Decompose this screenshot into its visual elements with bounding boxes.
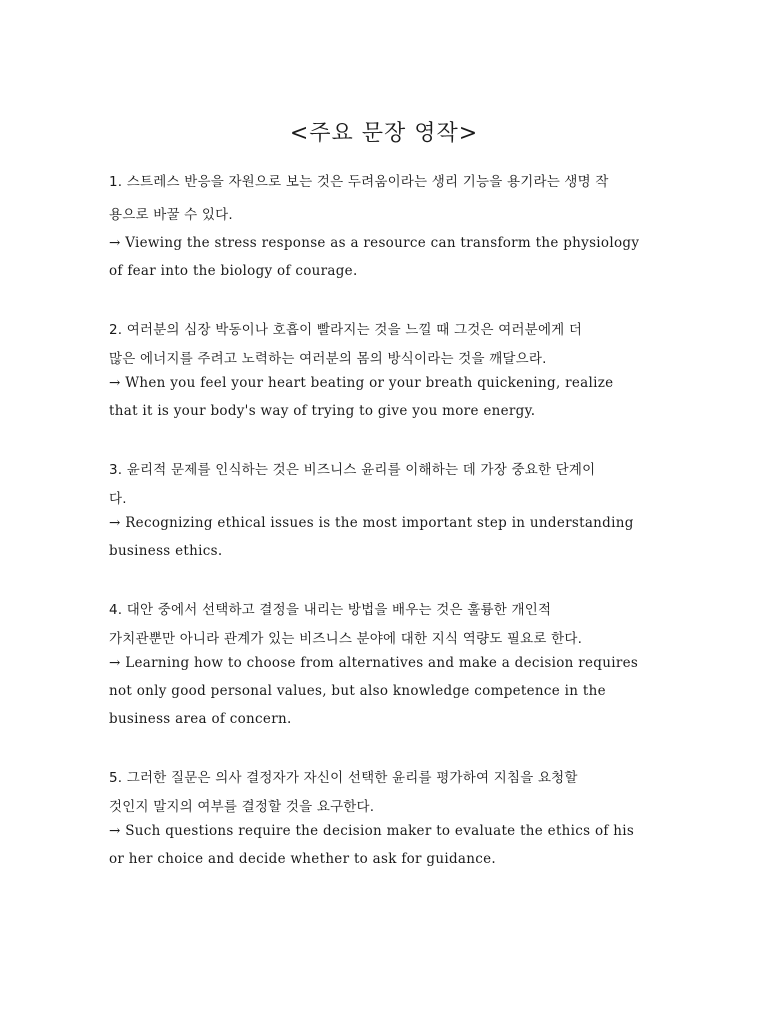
sentence-5-english-line-1: → Such questions require the decision maker to evaluate the ethics of his xyxy=(109,823,635,839)
sentence-1-english-line-2: of fear into the biology of courage. xyxy=(109,263,358,279)
sentence-5-english-line-2: or her choice and decide whether to ask for guidance. xyxy=(109,851,496,867)
sentence-1-korean-line-2: 용으로 바꿀 수 있다. xyxy=(109,207,233,223)
page-title: <주요 문장 영작> xyxy=(289,121,479,146)
sentence-2-korean-line-2: 많은 에너지를 주려고 노력하는 여러분의 몸의 방식이라는 것을 깨달으라. xyxy=(109,351,547,367)
sentence-1-english-line-1: → Viewing the stress response as a resource can transform the physiology xyxy=(109,235,640,251)
sentence-3-korean-line-1: 3. 윤리적 문제를 인식하는 것은 비즈니스 윤리를 이해하는 데 가장 중요한 단계이 xyxy=(109,462,596,478)
sentence-2-english-line-2: that it is your body's way of trying to give you more energy. xyxy=(109,403,536,419)
sentence-3-english-line-2: business ethics. xyxy=(109,543,223,559)
sentence-1-korean-line-1: 1. 스트레스 반응을 자원으로 보는 것은 두려움이라는 생리 기능을 용기라는 생명 작 xyxy=(109,174,609,190)
sentence-2-english-line-1: → When you feel your heart beating or your breath quickening, realize xyxy=(109,375,614,391)
sentence-4-english-line-1: → Learning how to choose from alternatives and make a decision requires xyxy=(109,655,639,671)
sentence-3-english-line-1: → Recognizing ethical issues is the most important step in understanding xyxy=(109,515,634,531)
sentence-3-korean-line-2: 다. xyxy=(109,491,127,507)
sentence-4-english-line-2: not only good personal values, but also knowledge competence in the xyxy=(109,683,606,699)
sentence-4-english-line-3: business area of concern. xyxy=(109,711,292,727)
sentence-5-korean-line-1: 5. 그러한 질문은 의사 결정자가 자신이 선택한 윤리를 평가하여 지침을 요청할 xyxy=(109,770,578,786)
sentence-5-korean-line-2: 것인지 말지의 여부를 결정할 것을 요구한다. xyxy=(109,799,375,815)
sentence-2-korean-line-1: 2. 여러분의 심장 박동이나 호흡이 빨라지는 것을 느낄 때 그것은 여러분에게 더 xyxy=(109,322,583,338)
sentence-4-korean-line-2: 가치관뿐만 아니라 관계가 있는 비즈니스 분야에 대한 지식 역량도 필요로 한다. xyxy=(109,631,583,647)
sentence-4-korean-line-1: 4. 대안 중에서 선택하고 결정을 내리는 방법을 배우는 것은 훌륭한 개인적 xyxy=(109,602,552,618)
